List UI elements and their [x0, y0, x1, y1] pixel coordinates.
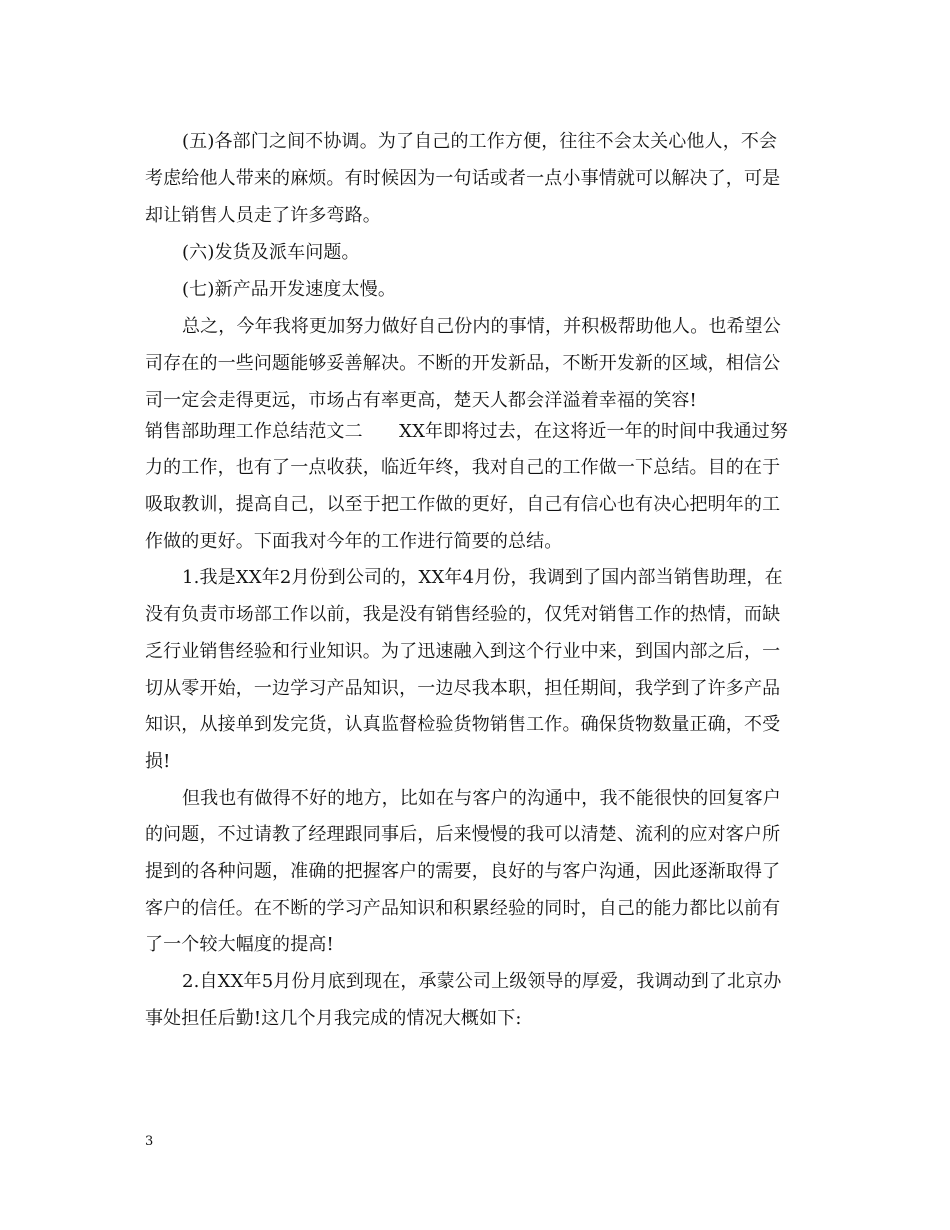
text-line: 损! [145, 751, 171, 772]
text-line: 2.自XX年5月份月底到现在，承蒙公司上级领导的厚爱，我调动到了北京办 [182, 971, 782, 992]
section-heading-line: 销售部助理工作总结范文二 XX年即将过去，在这将近一年的时间中我通过努 [145, 421, 789, 442]
text-line: 作做的更好。下面我对今年的工作进行简要的总结。 [145, 531, 563, 552]
text-line: 客户的信任。在不断的学习产品知识和积累经验的同时，自己的能力都比以前有 [145, 898, 781, 919]
text-line: 力的工作，也有了一点收获，临近年终，我对自己的工作做一下总结。目的在于 [145, 457, 781, 478]
text-line: 知识，从接单到发完货，认真监督检验货物销售工作。确保货物数量正确，不受 [145, 714, 781, 735]
text-line: (六)发货及派车问题。 [182, 242, 360, 263]
text-line: (五)各部门之间不协调。为了自己的工作方便，往往不会太关心他人，不会 [182, 131, 778, 152]
text-line: 没有负责市场部工作以前，我是没有销售经验的，仅凭对销售工作的热情，而缺 [145, 604, 781, 625]
text-line: 事处担任后勤!这几个月我完成的情况大概如下: [145, 1008, 522, 1029]
page-number: 3 [145, 1134, 154, 1149]
text-line: 司一定会走得更远，市场占有率更高，楚天人都会洋溢着幸福的笑容! [145, 390, 697, 411]
text-line: 吸取教训，提高自己，以至于把工作做的更好，自己有信心也有决心把明年的工 [145, 494, 781, 515]
text-line: 了一个较大幅度的提高! [145, 934, 334, 955]
text-line: 切从零开始，一边学习产品知识，一边尽我本职，担任期间，我学到了许多产品 [145, 678, 781, 699]
text-line: 提到的各种问题，准确的把握客户的需要，良好的与客户沟通，因此逐渐取得了 [145, 861, 781, 882]
text-line: 司存在的一些问题能够妥善解决。不断的开发新品，不断开发新的区域，相信公 [145, 353, 781, 374]
text-line: 的问题，不过请教了经理跟同事后，后来慢慢的我可以清楚、流利的应对客户所 [145, 824, 781, 845]
text-line: 考虑给他人带来的麻烦。有时候因为一句话或者一点小事情就可以解决了，可是 [145, 168, 781, 189]
text-line: 但我也有做得不好的地方，比如在与客户的沟通中，我不能很快的回复客户 [182, 788, 781, 809]
text-line: (七)新产品开发速度太慢。 [182, 279, 396, 300]
text-line: 乏行业销售经验和行业知识。为了迅速融入到这个行业中来，到国内部之后，一 [145, 641, 781, 662]
text-line: 总之，今年我将更加努力做好自己份内的事情，并积极帮助他人。也希望公 [182, 316, 781, 337]
text-line: 1.我是XX年2月份到公司的，XX年4月份，我调到了国内部当销售助理，在 [182, 567, 783, 588]
text-line: 却让销售人员走了许多弯路。 [145, 205, 381, 226]
